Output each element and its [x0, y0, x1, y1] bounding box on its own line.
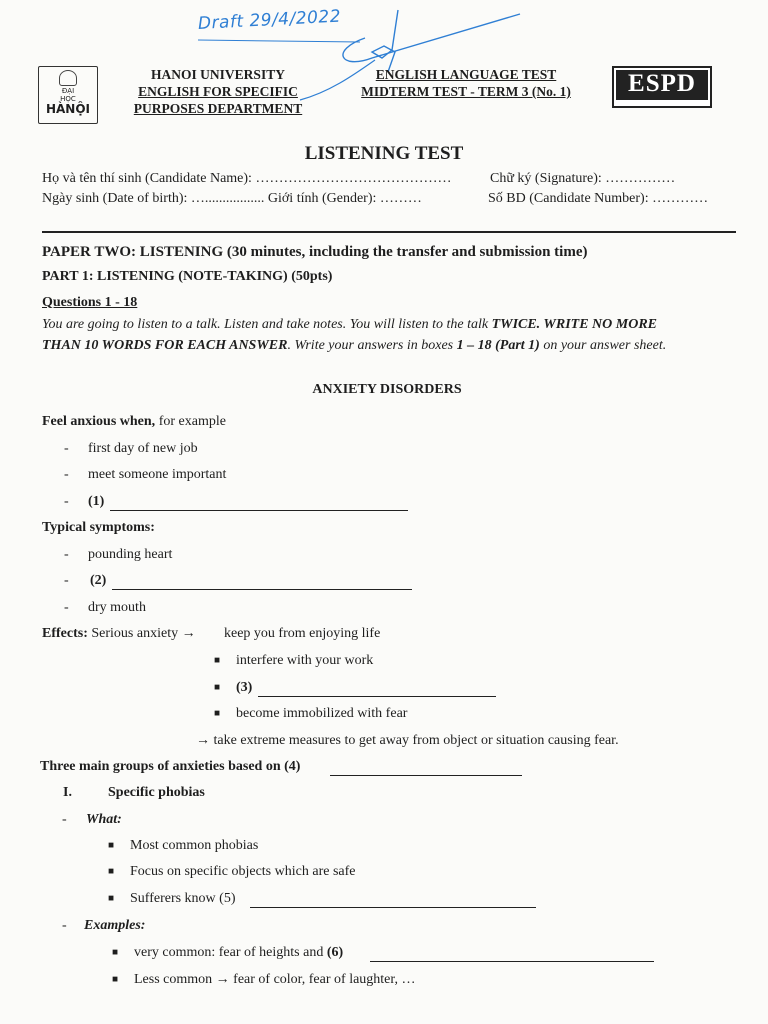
question-6-number: (6): [326, 945, 344, 960]
example-1-text: very common: fear of heights and: [134, 945, 327, 960]
list-item: meet someone important: [88, 467, 227, 482]
dash-icon: -: [62, 918, 67, 933]
effects-label: Effects:: [42, 626, 88, 641]
instructions-boxes: 1 – 18 (Part 1): [456, 338, 540, 353]
feel-anxious-rest: for example: [155, 414, 226, 429]
dash-icon: -: [64, 547, 69, 562]
bullet-square-icon: ■: [108, 866, 115, 877]
logo-text-line1: ĐẠI: [61, 87, 75, 95]
instructions-part-c: . Write your answers in boxes: [287, 338, 457, 353]
handwritten-draft-note: Draft 29/4/2022: [197, 6, 342, 34]
signature-field[interactable]: Chữ ký (Signature): ……………: [490, 171, 676, 186]
department-line1: ENGLISH FOR SPECIFIC: [138, 84, 298, 99]
instructions: [42, 314, 742, 356]
test-name: ENGLISH LANGUAGE TEST: [375, 67, 557, 82]
list-item: interfere with your work: [236, 653, 374, 668]
answer-blank-2[interactable]: [112, 589, 412, 590]
logo-text-line2: HỌC: [60, 95, 76, 103]
questions-range: Questions 1 - 18: [42, 295, 138, 310]
test-header: [340, 66, 592, 100]
list-item: Focus on specific objects which are safe: [130, 864, 356, 879]
question-4-label: Three main groups of anxieties based on (4): [40, 759, 301, 774]
hanu-logo: [38, 66, 98, 124]
candidate-number-field[interactable]: Số BD (Candidate Number): …………: [488, 191, 709, 206]
specific-phobias-heading: Specific phobias: [108, 785, 205, 800]
candidate-name-field[interactable]: Họ và tên thí sinh (Candidate Name): ……………………………………: [42, 171, 452, 186]
bullet-square-icon: ■: [214, 708, 221, 719]
bullet-square-icon: ■: [214, 655, 221, 666]
list-item: pounding heart: [88, 547, 173, 562]
dash-icon: -: [64, 494, 69, 509]
question-1-label: (1): [88, 494, 105, 509]
feel-anxious-label: Feel anxious when,: [42, 414, 156, 429]
test-term: MIDTERM TEST - TERM 3 (No. 1): [361, 84, 571, 99]
effects-rest: Serious anxiety →: [87, 626, 196, 641]
effects-first-item: keep you from enjoying life: [224, 626, 381, 641]
answer-blank-1[interactable]: [110, 510, 408, 511]
espd-logo-text: ESPD: [616, 70, 708, 100]
university-name: HANOI UNIVERSITY: [151, 67, 285, 82]
question-2-label: (2): [90, 573, 107, 588]
section-title: ANXIETY DISORDERS: [312, 382, 462, 397]
bullet-square-icon: ■: [214, 682, 221, 693]
logo-text-line3: HÀNỘI: [45, 102, 91, 116]
bullet-square-icon: ■: [108, 840, 115, 851]
bullet-square-icon: ■: [112, 974, 119, 985]
dash-icon: -: [62, 812, 67, 827]
answer-blank-3[interactable]: [258, 696, 496, 697]
page-title: LISTENING TEST: [304, 143, 464, 164]
part-heading: PART 1: LISTENING (NOTE-TAKING) (50pts): [42, 269, 333, 284]
bullet-square-icon: ■: [108, 893, 115, 904]
dash-icon: -: [64, 441, 69, 456]
answer-blank-6[interactable]: [370, 961, 654, 962]
divider: [42, 231, 736, 233]
instructions-twice: TWICE. WRITE NO MORE: [491, 317, 658, 332]
question-6-label: [134, 945, 343, 961]
instructions-part-d: on your answer sheet.: [539, 338, 667, 353]
date-of-birth-field[interactable]: Ngày sinh (Date of birth): …................. Giới tính (Gender): ………: [42, 191, 422, 206]
list-item: first day of new job: [88, 441, 198, 456]
bullet-square-icon: ■: [112, 947, 119, 958]
dash-icon: -: [64, 467, 69, 482]
answer-blank-5[interactable]: [250, 907, 536, 908]
question-5-label: Sufferers know (5): [130, 891, 236, 906]
examples-heading: Examples:: [84, 918, 146, 933]
symptoms-heading: Typical symptoms:: [42, 520, 155, 535]
university-header: [118, 66, 318, 117]
instructions-word-limit: THAN 10 WORDS FOR EACH ANSWER: [42, 338, 288, 353]
answer-blank-4[interactable]: [330, 775, 522, 776]
list-item: Less common → fear of color, fear of laughter, …: [134, 972, 416, 987]
list-item: become immobilized with fear: [236, 706, 408, 721]
effects-heading: [42, 626, 196, 642]
what-heading: What:: [86, 812, 122, 827]
roman-numeral: I.: [63, 785, 72, 800]
paper-heading: PAPER TWO: LISTENING (30 minutes, including the transfer and submission time): [42, 244, 588, 260]
question-3-label: (3): [236, 680, 253, 695]
espd-logo: [612, 66, 712, 108]
list-item: dry mouth: [88, 600, 146, 615]
instructions-part-a: You are going to listen to a talk. Listen and take notes. You will listen to the talk: [42, 317, 492, 332]
list-item: Most common phobias: [130, 838, 259, 853]
effects-result: → take extreme measures to get away from object or situation causing fear.: [196, 733, 619, 748]
department-line2: PURPOSES DEPARTMENT: [133, 101, 303, 116]
dash-icon: -: [64, 573, 69, 588]
logo-emblem-icon: [59, 70, 77, 86]
feel-anxious-heading: [42, 414, 226, 430]
dash-icon: -: [64, 600, 69, 615]
